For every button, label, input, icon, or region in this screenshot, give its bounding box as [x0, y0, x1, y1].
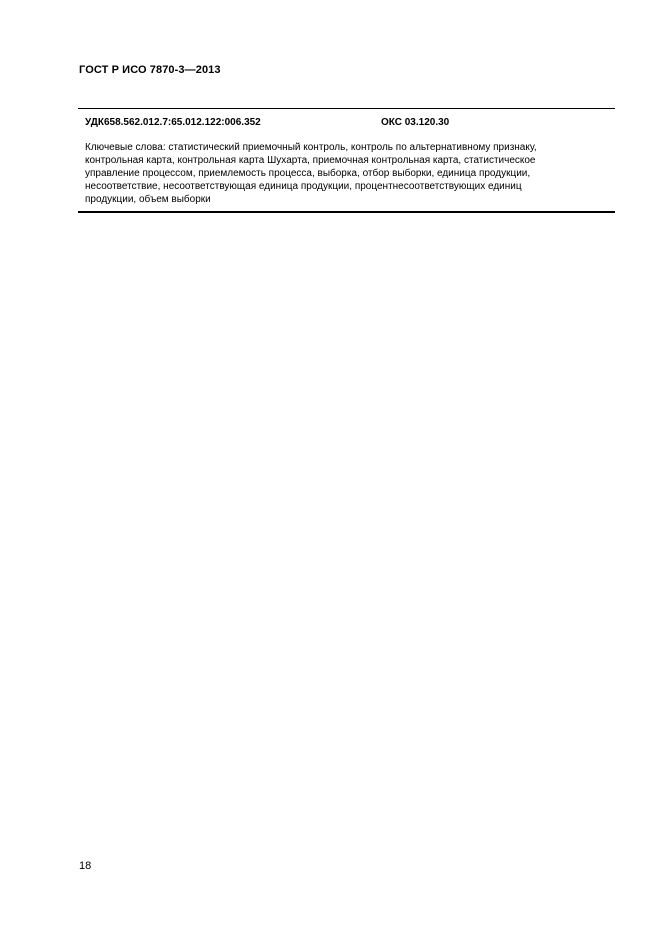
- keywords-line: управление процессом, приемлемость процесса, выборка, отбор выборки, единица продукции,: [85, 168, 531, 179]
- standard-header: ГОСТ Р ИСО 7870-3—2013: [79, 64, 221, 76]
- udk-code: УДК658.562.012.7:65.012.122:006.352: [85, 117, 261, 128]
- keywords-paragraph: [85, 141, 605, 206]
- top-divider: [78, 108, 615, 109]
- page-number: 18: [79, 860, 92, 872]
- keywords-line: Ключевые слова: статистический приемочный контроль, контроль по альтернативному признаку,: [85, 142, 537, 153]
- keywords-line: продукции, объем выборки: [85, 194, 211, 205]
- bottom-divider: [78, 211, 615, 213]
- keywords-line: несоответствие, несоответствующая единица продукции, процентнесоответствующих единиц: [85, 181, 522, 192]
- keywords-line: контрольная карта, контрольная карта Шухарта, приемочная контрольная карта, статистическое: [85, 155, 536, 166]
- oks-code: ОКС 03.120.30: [381, 117, 450, 128]
